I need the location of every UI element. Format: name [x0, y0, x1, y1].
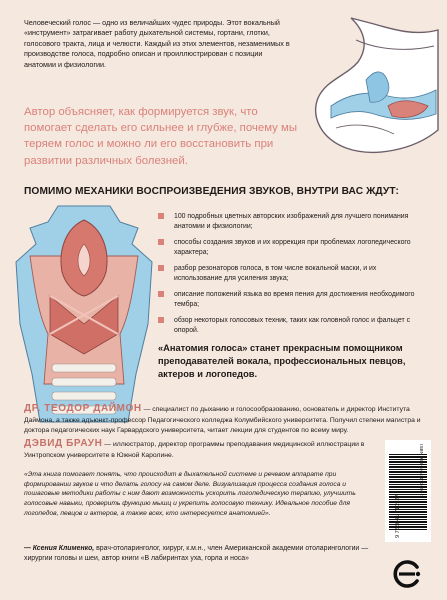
barcode	[385, 440, 431, 542]
list-item: способы создания звуков и их коррекция при проблемах логопедического характера;	[158, 238, 420, 258]
bullet-square-icon	[158, 291, 164, 297]
list-item: обзор некоторых голосовых техник, таких как головной голос и фальцет с опорой.	[158, 316, 420, 336]
bullet-square-icon	[158, 239, 164, 245]
larynx-illustration	[10, 204, 158, 424]
bullet-square-icon	[158, 265, 164, 271]
reviewer-title: врач-отоларинголог, хирург, к.м.н., член Американской академии отоларингологии — хирургии головы и шеи, автор книги «В лабиринтах уха, горла и носа»	[24, 545, 369, 562]
list-item: описание положений языка во время пения для достижения необходимого тембра;	[158, 290, 420, 310]
pink-quote: Автор объясняет, как формируется звук, что помогает сделать его сильнее и глубже, почему мы теряем голос и можно ли его восстановить при развитии различных болезней.	[24, 106, 298, 167]
list-item: 100 подробных цветных авторских изображений для лучшего понимания анатомии и физиологии;	[158, 212, 420, 232]
author-bio-1	[24, 402, 424, 435]
bullet-square-icon	[158, 213, 164, 219]
vocal-tract-illustration	[296, 10, 446, 160]
isbn-label: ISBN 978-5-04-171092-7	[418, 444, 423, 498]
list-item: разбор резонаторов голоса, в том числе вокальной маски, и их использование для усиления звука;	[158, 264, 420, 284]
promo-text: «Анатомия голоса» станет прекрасным помощником преподавателей вокала, профессиональных певцов, актеров и логопедов.	[158, 343, 406, 379]
author-name: ДР. ТЕОДОР ДАЙМОН	[24, 403, 142, 414]
features-list	[158, 212, 420, 342]
author-description: — иллюстратор, директор программы преподавания медицинской иллюстрации в Уинтропском университете в Южной Каролине.	[24, 441, 365, 460]
intro-paragraph: Человеческий голос — одно из величайших чудес природы. Этот вокальный «инструмент» затрагивает работу дыхательной системы, гортани, глотки, голосового тракта, лица и челюсти. Каждый из этих элементов, незаменимых в производстве голоса, подробно описан и проиллюстрирован с позиции анатомии и физиологии.	[24, 18, 290, 69]
author-description: — специалист по дыханию и голосообразованию, основатель и директор Института Даймона, а также адъюнкт-профессор Педагогического колледжа Колумбийского университета. Получил степени магистра и доктора педагогических наук Гарвардского университета, читает лекции для студентов по всему миру.	[24, 406, 421, 434]
review-quote: «Эта книга помогает понять, что происходит в дыхательной системе и речевом аппарате при формировании звуков и что делать голосу на самом деле. Визуализация процесса создания голоса и пошаговые методики работы с ним дают возможность ускорить логопедическую терапию, улучшить голосовые навыки, проверить функцию мышц и укрепить голосовую технику. Идеальное пособие для логопедов, певцов и актеров, а также всех, кто интересуется анатомией».	[24, 471, 356, 517]
reviewer-credit	[24, 544, 370, 564]
features-heading: ПОМИМО МЕХАНИКИ ВОСПРОИЗВЕДЕНИЯ ЗВУКОВ, ВНУТРИ ВАС ЖДУТ:	[24, 186, 400, 197]
author-name: ДЭВИД БРАУН	[24, 438, 103, 449]
reviewer-name: — Ксения Клименко,	[24, 545, 95, 552]
bullet-square-icon	[158, 317, 164, 323]
barcode-number: 9 785041 710927	[395, 494, 401, 538]
publisher-logo-icon	[391, 558, 423, 590]
author-bio-2	[24, 437, 374, 461]
